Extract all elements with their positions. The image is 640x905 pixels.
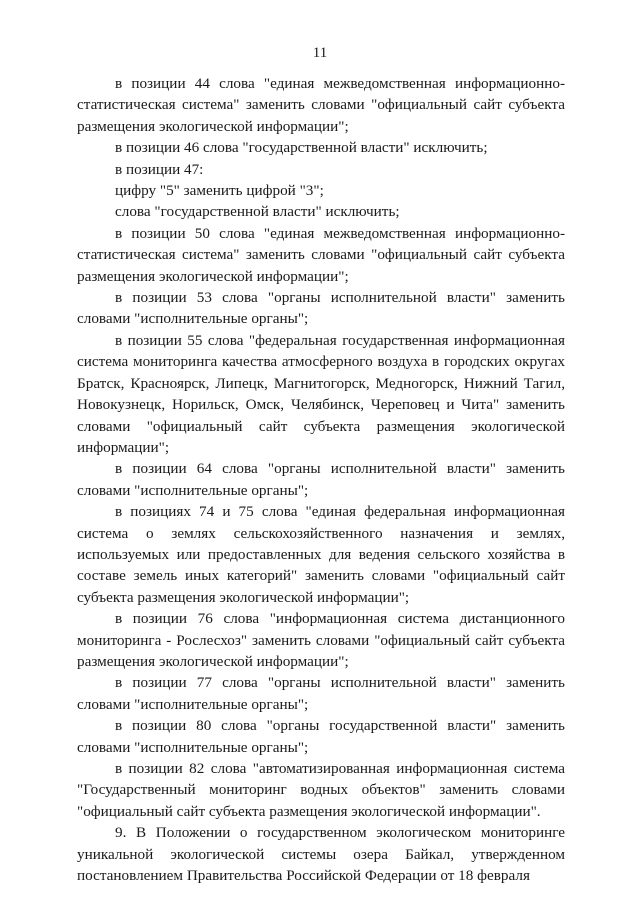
- document-body: [77, 73, 565, 886]
- paragraph-item-44: в позиции 44 слова "единая межведомственная информационно-статистическая система" заменить словами "официальный сайт субъекта размещения экологической информации";: [77, 75, 565, 135]
- paragraph-items-74-75: в позициях 74 и 75 слова "единая федеральная информационная система о землях сельскохозяйственного назначения и землях, используемых или предоставленных для ведения сельского хозяйства в составе земель иных категорий" заменить словами "официальный сайт субъекта размещения экологической информации";: [77, 503, 565, 606]
- page-number: 11: [312, 45, 328, 61]
- paragraph-item-55: в позиции 55 слова "федеральная государственная информационная система мониторинга качества атмосферного воздуха в городских округах Братск, Красноярск, Липецк, Магнитогорск, Медногорск, Нижний Тагил, Новокузнецк, Норильск, Омск, Челябинск, Череповец и Чита" заменить словами "официальный сайт субъекта размещения экологической информации";: [77, 331, 565, 456]
- paragraph-item-77: в позиции 77 слова "органы исполнительной власти" заменить словами "исполнительные органы";: [77, 674, 565, 713]
- paragraph-section-9: 9. В Положении о государственном экологическом мониторинге уникальной экологической системы озера Байкал, утвержденном постановлением Правительства Российской Федерации от 18 февраля: [77, 824, 565, 885]
- paragraph-item-47-digit: цифру "5" заменить цифрой "3";: [115, 182, 324, 200]
- paragraph-item-76: в позиции 76 слова "информационная система дистанционного мониторинга - Рослесхоз" заменить словами "официальный сайт субъекта размещения экологической информации";: [77, 610, 565, 670]
- paragraph-item-64: в позиции 64 слова "органы исполнительной власти" заменить словами "исполнительные органы";: [77, 460, 565, 499]
- paragraph-item-82: в позиции 82 слова "автоматизированная информационная система "Государственный мониторинг водных объектов" заменить словами "официальный сайт субъекта размещения экологической информации".: [77, 760, 565, 820]
- paragraph-item-47-words: слова "государственной власти" исключить;: [115, 203, 400, 221]
- paragraph-item-46: в позиции 46 слова "государственной власти" исключить;: [115, 139, 488, 157]
- paragraph-item-47: в позиции 47:: [115, 160, 204, 178]
- paragraph-item-50: в позиции 50 слова "единая межведомственная информационно-статистическая система" заменить словами "официальный сайт субъекта размещения экологической информации";: [77, 224, 565, 285]
- paragraph-item-53: в позиции 53 слова "органы исполнительной власти" заменить словами "исполнительные органы";: [77, 289, 565, 328]
- paragraph-item-80: в позиции 80 слова "органы государственной власти" заменить словами "исполнительные органы";: [77, 717, 565, 756]
